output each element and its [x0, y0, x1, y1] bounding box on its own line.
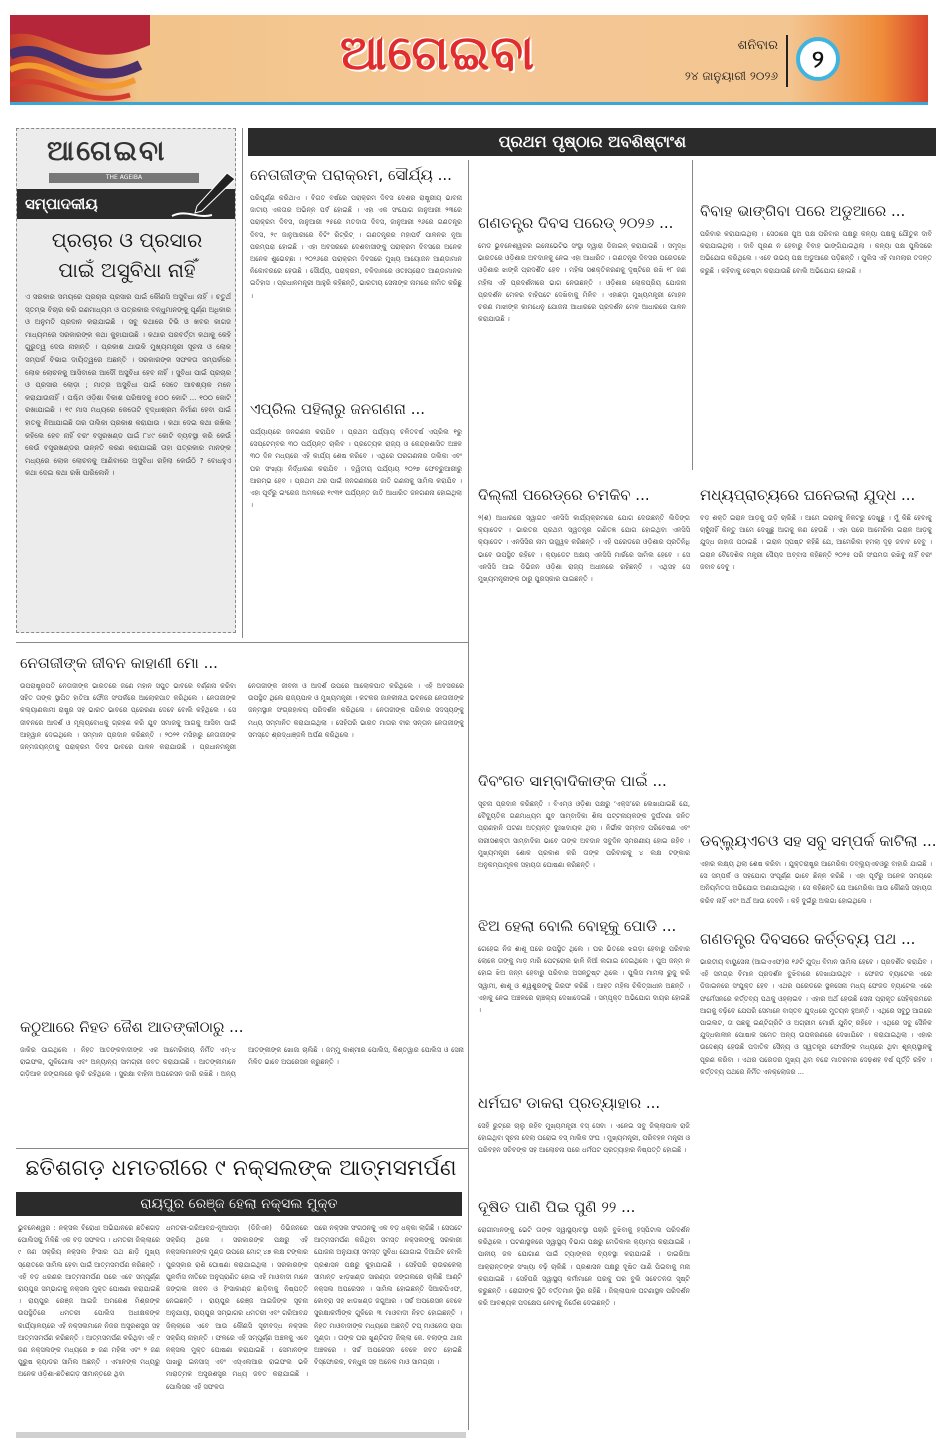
article-headline: ଡବ୍ଲ୍ୟୁଏଚଓ ସହ ସବୁ ସମ୍ପର୍କ କାଟିଲା ...	[700, 832, 937, 850]
editorial-label: ସମ୍ପାଦକୀୟ	[25, 195, 98, 213]
article-body: ପରିବାର କରାଯାଇଥିଲା । ସେଠାରେ ପୁଅ ପକ୍ଷ ପରିବାର ପକ୍ଷରୁ କନ୍ୟା ପକ୍ଷକୁ ଯୌତୁକ ଦାବି କରାଯାଇଥିଲା । ଦାବି ପୂରଣ ନ ହେବାରୁ ବିବାହ ଭାଙ୍ଗିଯାଇଥିଲା । କନ୍ୟା ପକ୍ଷ ପୁଲିସରେ ଅଭିଯୋଗ କରିଥିଲେ । ଏବେ ଉଭୟ ପକ୍ଷ ଅଡୁଆରେ ପଡ଼ିଛନ୍ତି । ପୁଲିସ ଏହି ମାମଲାର ତଦନ୍ତ କରୁଛି । କହିବାକୁ ଚେଷ୍ଟା କରାଯାଉଛି ବୋଲି ଅଭିଯୋଗ ହୋଇଛି ।	[700, 230, 932, 275]
article-body: ଉପରାଷ୍ଟ୍ରପତି ନେତାଜୀଙ୍କ ଭାରତରେ ଜଣେ ମହାନ ସପୁତ ଭାବରେ ବର୍ଣ୍ଣନା କରିବା ସହିତ ତାଙ୍କ ସ୍ଥାପିତ ହାତିଆ ଫୌଜ ସଂପର୍କରେ ଆଲୋକପାତ କରିଥିଲେ । ନେତାଜୀଙ୍କ କଲ୍ୟାଣକାମୀ ରାଷ୍ଟ୍ର ସହ ଭାରତ ଭାବରେ ପ୍ରେରଣା ଦେବେ ବୋଲି କହିଥିଲେ । ସେ ଜୀବନରେ ଆଦର୍ଶ ଓ ମୂଲ୍ୟବୋଧକୁ ଗ୍ରହଣ କରି ଯୁବ ସମାଜକୁ ଆଗକୁ ଆସିବା ପାଇଁ ଆହ୍ୱାନ ଦେଇଥିଲେ । ସମ୍ମାନ ପ୍ରଦାନ କରିଛନ୍ତି । ୨୦୨୧ ମସିହାରୁ ନେତାଜୀଙ୍କ ଜନ୍ମଜୟନ୍ତୀକୁ ପରାକ୍ରମ ଦିବସ ଭାବରେ ପାଳନ କରାଯାଉଛି । ପ୍ରଧାନମନ୍ତ୍ରୀ ନେତାଜୀଙ୍କ ଜୀବନୀ ଓ ଆଦର୍ଶ ଉପରେ ଆଲୋକପାତ କରିଥିଲେ । ଏହି ଅବସରରେ ଉପସ୍ଥିତ ଥିଲେ ରାଜ୍ୟପାଳ ଓ ମୁଖ୍ୟମନ୍ତ୍ରୀ । କଟକର ଜାନକୀନାଥ ଭବନରେ ନେତାଜୀଙ୍କ ଜନ୍ମସ୍ଥାନ ସଂଗ୍ରହାଳୟ ପରିଦର୍ଶନ କରିଥିଲେ । ନେତାଜୀଙ୍କ ପରିବାର ସଦସ୍ୟଙ୍କୁ ମଧ୍ୟ ସମ୍ମାନିତ କରାଯାଇଥିଲା । ସେହିପରି ଭାରତ ମାତାର ବୀର ସନ୍ତାନ ନେତାଜୀଙ୍କୁ ସମସ୍ତେ ଶ୍ରଦ୍ଧାଞ୍ଜଳି ଅର୍ପଣ କରିଥିଲେ ।	[20, 682, 464, 752]
section-band	[248, 128, 936, 156]
footer-bar	[16, 1432, 466, 1438]
article-headline: ଗଣତନ୍ତ୍ର ଦିବସରେ କର୍ତ୍ତବ୍ୟ ପଥ ...	[700, 930, 916, 948]
article-headline: ମଧ୍ୟପ୍ରାଚ୍ୟରେ ଘନେଇଲା ଯୁଦ୍ଧ ...	[700, 486, 916, 504]
article-body: ସୂଚନା ପ୍ରଦାନ କରିଛନ୍ତି । ବିଏମ୍‌ଓ ଓଡ଼ିଶା ପକ୍ଷରୁ ‘ଏକ୍ସ’ରେ ଲେଖାଯାଇଛି ଯେ, ବୈଦ୍ୟୁତିକ ଗଣମାଧ୍ୟମ ଯୁବ ସାମ୍ବାଦିକା ଶିଳା ପଟ୍ଟନାୟକଙ୍କ ଦୁର୍ଘଟଣା ଜନିତ ପ୍ରାଣହାନି ଘଟଣା ଅତ୍ୟନ୍ତ ଦୁଃଖଦାୟକ ଥିଲା । ନିର୍ଭୀକ ସମ୍ବାଦ ପରିବେଷଣ ଏବଂ ନାରୀସଶକ୍ତୀ ସାମ୍ବାଦିକା ଭାବେ ତାଙ୍କ ଅବଦାନ ସବୁଦିନ ସ୍ମରଣୀୟ ହୋଇ ରହିବ । ମୁଖ୍ୟମନ୍ତ୍ରୀ ଶୋକ ପ୍ରକାଶ କରି ତାଙ୍କ ପରିବାରକୁ ୪ ଲକ୍ଷ ଟଙ୍କାର ଅନୁକମ୍ପାମୂଳକ ସହାୟତା ଘୋଷଣା କରିଛନ୍ତି ।	[478, 800, 690, 870]
article-body: ଏହାର ଲକ୍ଷ୍ୟ ଥିଲା ଶେଷ କରିବା । ଯୁକ୍ତରାଷ୍ଟ୍ର ଆମେରିକା ଡବ୍ଲ୍ୟୁଏଚଓରୁ ବାହାରି ଯାଇଛି । ସେ ସମ୍ପର୍କ ଓ ସହଯୋଗ ସଂପୂର୍ଣ୍ଣ ଭାବେ ଛିନ୍ନ କରିଛି । ଏହା ପୂର୍ବରୁ ଅନେକ ସମୟରେ ଅନିୟମିତତା ଅଭିଯୋଗ ଅଣାଯାଇଥିଲା । ସେ କହିଛନ୍ତି ଯେ ଆମେରିକା ଆଉ କୌଣସି ସହାୟତା କରିବ ନାହିଁ ଏବଂ ଅର୍ଥ ଆଉ ଦେବନି । କହି ଦୁଇଁରୁ ଅଲଗା ହୋଇଥିଲେ ।	[700, 860, 932, 905]
article-body: ଭାରତୀୟ ବାୟୁସେନା (ଆଇଏଏଫ)ର ୧୬ଟି ଯୁଦ୍ଧ ବିମାନ ସାମିଲ ହେବେ । ପ୍ରଦର୍ଶିତ କରାଯିବ । ଏହି ସମଗ୍ର ବିମାନ ପ୍ରଦର୍ଶନ ବୁଝିବାରେ ଦେଖାଯାଉଥିବ । ଫେଜଡ ବ୍ୟାଟେଲ ଏରେ ଡିଜାଇନରେ ସଂଯୁକ୍ତ ହେବ । ଏଥର ପରେଡରେ ସ୍ଥଳସେନା ମଧ୍ୟ ଫେଜଡ ବ୍ୟାଟେଲ ଏରେ ଫର୍ମେସନରେ କର୍ତ୍ତବ୍ୟ ପଥକୁ ଓହ୍ଲାଇବ । ଏହାର ଅର୍ଥ ହେଉଛି ସେନା ପ୍ରାକୃତ ସେହିକ୍ରମରେ ଆଗକୁ ବଢ଼ିବେ ଯେପରି ସେମାନେ ବାସ୍ତବ ଯୁଦ୍ଧରେ ମୁତୟନ ହୁଅନ୍ତି । ଏଥିରେ ସବୁଠୁ ଆଗରେ ପାଇଲଟ, ତା ପଛକୁ ଇଣ୍ଟିଗ୍ରିଟି ଓ ଅଗ୍ରୀମ ମୋର୍ଚ୍ଚା ଯୁନିଟ୍ ରହିବେ । ଏଥିରେ ସବୁ ସୈନିକ ଯୁଦ୍ଧକାଳୀନ ପୋଷାକ ସମେତ ଅନ୍ୟ ଉପକରଣରେ ଦେଖାଯିବେ । କରାଯାଇଥିଲା । ଏହାର ଉଦ୍ଦେଶ୍ୟ ହେଉଛି ପଦାତିକ ସୈନ୍ୟ ଓ ସ୍ୱତନ୍ତ୍ର ଫୋର୍ସଙ୍କ ମଧ୍ୟରେ ଥିବା ଶୂନ୍ୟସ୍ଥାନକୁ ପୂରଣ କରିବା । ଏଥର ପରେଡର ମୁଖ୍ୟ ଥିମ ବନ୍ଦେ ମାତରମର ଦେଢ଼ଶହ ବର୍ଷ ପୂର୍ତ୍ତି ରହିବ । କର୍ତ୍ତବ୍ୟ ପଥରେ ନିର୍ମିତ ଏନକ୍ଲୋଜର ...	[700, 958, 932, 1076]
issue-date: ୨୪ ଜାନୁୟାରୀ ୨୦୨୬	[684, 69, 778, 83]
lead-column-3: ପରେ ନକ୍ସଲ ସଂଗଠନକୁ ଏକ ବଡ଼ ଧକ୍କା ଲାଗିଛି । ସେପଟେ ଆତ୍ମସମର୍ପଣ କରିଥିବା ସମସ୍ତ ନକ୍ସଲଙ୍କୁ ସରକାରୀ ଯୋଜନା ଅନୁଯାୟୀ ସମସ୍ତ ସୁବିଧା ଯୋଗାଇ ଦିଆଯିବ ବୋଲି ପ୍ରଶାସନ ପକ୍ଷରୁ କୁହାଯାଇଛି । ସେହିପରି ରାଉରକେଲା ସୀମାନ୍ତ ଝାଡ଼ଖଣ୍ଡ ସାରଣ୍ଡା ଜଙ୍ଗଲରେ ଚାଲିଛି ଆଣ୍ଟି ନକ୍ସଲ ଅପରେସନ । ସାମିଲ ହୋଇଛନ୍ତି ସିଆରପିଏଫ, କୋବ୍ରା ସହ ଝାଡଖଣ୍ଡ ଜଗୁଆର । ସର୍ଚ୍ଚ ଅପରେସନ ବେଳେ ସୁରକ୍ଷାକର୍ମୀଙ୍କ ଗୁଳିରେ ୩ ମାଓବାଦୀ ନିହତ ହୋଇଛନ୍ତି । ନିହତ ମାଓବାଦୀଙ୍କ ମଧ୍ୟରେ ଅଛନ୍ତି ଟପ୍ ମାଓନେତା ରାପା ମୁଣ୍ଡା । ତାଙ୍କ ଘର ଖୁଣ୍ଟିଗଡ଼ ଜିଲ୍ଲା କେ. ବଲାଙ୍ଗ ଥାନା ଅଞ୍ଚଳରେ । ସର୍ଚ୍ଚ ଅପରେସନ ବେଳେ ଜବତ ହୋଇଛି ବିସ୍ଫୋରକ, ବନ୍ଧୁକ ସହ ଅନେକ ମାଓ ସାମଗ୍ରୀ ।	[314, 1224, 462, 1367]
masthead-banner	[10, 15, 928, 105]
decorative-wave-icon	[10, 15, 150, 105]
row-divider	[16, 642, 468, 643]
article-body: ପରିପୂର୍ଣ୍ଣ କରିଥାଏ । ବିଗତ ବର୍ଷରେ ପରାକ୍ରମ ଦିବସ ଦେଶର ରାଷ୍ଟ୍ରୀୟ ଭାବନା ଜାତୀୟ ଏକତାର ଅଭିନ୍ନ ପର୍ବ ହୋଇଛି । ଏହା ଏକ ସଂଯୋଗ ଜାନୁଆରୀ ୨୩ରେ ପରାକ୍ରମ ଦିବସ, ଜାନୁଆରୀ ୨୫ରେ ମତଦାତା ଦିବସ, ଜାନୁଆରୀ ୨୬ରେ ଗଣତନ୍ତ୍ର ଦିବସ, ୨୯ ଜାନୁଆରୀରେ ବିଟିଂ ରିଟ୍ରିଟ୍ । ଗଣତନ୍ତ୍ରର ମହାପର୍ବ ପାଳନର ନୂଆ ପରମ୍ପରା ହୋଇଛି । ଏହା ଅବସରରେ ଦେଶବାସୀଙ୍କୁ ପରାକ୍ରମ ଦିବସରେ ଅନେକ ଅନେକ ଶୁଭେଚ୍ଛା । ୨୦୨୬ରେ ପରାକ୍ରମ ଦିବସରେ ମୁଖ୍ୟ ଆୟୋଜନ ଆଣ୍ଡାମାନ ନିକୋବରରେ ହେଉଛି । ସୌର୍ଯ୍ୟ, ପରାକ୍ରମ, ବଳିଦାନରେ ଓତଃପ୍ରୋତ ଆଣ୍ଡାମାନର ଇତିହାସ । ପ୍ରଧାନମନ୍ତ୍ରୀ ଆହୁରି କହିଛନ୍ତି, ଭାରତୀୟ ସେନାଙ୍କ ନାମରେ ନାମିତ କରିଛୁ ।	[250, 194, 462, 300]
newspaper-title: ଆଗେଇବା	[340, 25, 535, 81]
editorial-box	[16, 128, 236, 633]
lead-column-2: ଧମତରୀ-ଗରିଆବନ୍ଦ-ନୂଆପଡ଼ା (ଡିଜିଏନ) ଡିଭିଜନରେ ସକ୍ରିୟ ଥିଲେ । ସରକାରଙ୍କ ପକ୍ଷରୁ ଏହି ନକ୍ସଲମାନଙ୍କ ମୁଣ୍ଡ ଉପରେ ମୋଟ୍ ୪୭ ଲକ୍ଷ ଟଙ୍କାର ପୁରସ୍କାର ରାଶି ଘୋଷଣା କରାଯାଇଥିଲା । ସରକାରଙ୍କ ପୁନର୍ବାସ ନୀତିରେ ଅନୁପ୍ରାଣିତ ହୋଇ ଏହି ମାଓବାଦୀ ମାନେ ଜଙ୍ଗଲ ଜୀବନ ଓ ହିଂସାକାଣ୍ଡ ଛାଡ଼ିବାକୁ ନିଷ୍ପତ୍ତି ନେଇଛନ୍ତି । ରାୟପୁର ରେଞ୍ଜ ଆଇଜିଙ୍କ ସୂଚନା ଅନୁଯାୟୀ, ରାୟପୁର ସମ୍ଭାଗର ଧମତରୀ ଏବଂ ଗରିଆବନ୍ଦ ଜିଲ୍ଲାରେ ଏବେ ଆଉ କୌଣସି ସୂଚୀବଦ୍ଧ ନକ୍ସଲ ସକ୍ରିୟ ନାହାନ୍ତି । ଫଳରେ ଏହି ସମ୍ପୂର୍ଣ୍ଣ ଅଞ୍ଚଳକୁ ଏବେ ନକ୍ସଲ ମୁକ୍ତ ଘୋଷଣା କରାଯାଇଛି । ସେମାନଙ୍କ ପାଖରୁ ଇନସାସ୍ ଏବଂ ଏସ୍‌ଏଲଆର ରାଇଫଲ ଭଳି ମାରାତ୍ମକ ଅସ୍ତ୍ରଶସ୍ତ୍ର ମଧ୍ୟ ଜବତ କରାଯାଇଛି । ପୋଲିସର ଏହି ସଫଳତା	[166, 1224, 308, 1391]
editorial-logo-subtitle: THE AGEIBA	[49, 173, 199, 183]
section-title: ପ୍ରଥମ ପୃଷ୍ଠାର ଅବଶିଷ୍ଟାଂଶ	[498, 132, 686, 151]
article-headline: ଝିଅ ହେଲା ବୋଲି ବୋହୂକୁ ପୋଡି ...	[478, 917, 677, 935]
page-number-badge: ୨	[796, 37, 840, 81]
editorial-logo: ଆଗେଇବା	[47, 134, 167, 167]
article-body: ରୋଗୀମାନଙ୍କୁ ଭେଟି ତାଙ୍କ ସ୍ୱାସ୍ଥ୍ୟାବସ୍ଥା ପଚାରି ବୁଝିବାକୁ ହସ୍ପିଟାଲ ପରିଦର୍ଶନ କରିଥିଲେ । ଘଟଣାସ୍ଥଳରେ ସ୍ୱାସ୍ଥ୍ୟ ବିଭାଗ ପକ୍ଷରୁ ମେଡିକାଲ କ୍ୟାମ୍ପ କରାଯାଇଛି । ପାନୀୟ ଜଳ ଯୋଗାଣ ପାଇଁ ଟ୍ୟାଙ୍କର ବ୍ୟବସ୍ଥା କରାଯାଇଛି । ଡାଇରିଆ ଆକ୍ରାନ୍ତଙ୍କ ସଂଖ୍ୟା ବଢ଼ି ଚାଲିଛି । ପ୍ରଶାସନ ପକ୍ଷରୁ ଦୂଷିତ ପାଣି ପିଇବାକୁ ମନା କରାଯାଇଛି । ସେହିପରି ସ୍ୱାସ୍ଥ୍ୟ କର୍ମୀମାନେ ଘରକୁ ଘର ବୁଲି ସଚେତନତା ସୃଷ୍ଟି କରୁଛନ୍ତି । ରୋଗୀଙ୍କ ସ୍ଥିତି ବର୍ତ୍ତମାନ ସ୍ଥିର ରହିଛି । ଜିଲ୍ଲାପାଳ ଘଟଣାସ୍ଥଳ ପରିଦର୍ଶନ କରି ଆବଶ୍ୟକ ପଦକ୍ଷେପ ନେବାକୁ ନିର୍ଦ୍ଦେଶ ଦେଇଛନ୍ତି ।	[478, 1226, 690, 1308]
editorial-body: ଏ ସରକାର ସମୟରେ ପ୍ରଚାର ପ୍ରସାର ପାଇଁ କୌଣସି ଅସୁବିଧା ନାହିଁ । ଚତୁର୍ଥ ସ୍ତମ୍ଭ ବିଚାର କରି ଗଣମାଧ୍ୟମ ଓ ପତ୍ରକାର ବନ୍ଧୁମାନଙ୍କୁ ପୂର୍ଣ୍ଣ ଅଧିକାର ଓ ଅନୁମତି ପ୍ରଦାନ କରାଯାଇଛି । ସବୁ କଥାରେ ଟିଭି ଓ ଖବର କାଗଜ ମାଧ୍ୟମରେ ସରକାରଙ୍କ କଥା କୁହାଯାଉଛି । କଥାର ପରବର୍ତ୍ତୀ କଥାକୁ କେହି ଗୁରୁତ୍ୱ ଦେଉ ନାହାନ୍ତି । ପ୍ରକାଶ ଥାଉକି ମୁଖ୍ୟମନ୍ତ୍ରୀ ସୂଚନା ଓ ଲୋକ ସମ୍ପର୍କ ବିଭାଗ ଦାୟିତ୍ୱରେ ଅଛନ୍ତି । ସରକାରଙ୍କ ସଫଳତା ସମ୍ପର୍କରେ ଲୋକ ଲୋଚନକୁ ଆସିବାରେ ଆଦୌ ଅସୁବିଧା ହେବ ନାହିଁ । ସୁବିଧା ପାଇଁ ପ୍ରଚାର ଓ ପ୍ରସାର ଲୋଡ଼ା ; ମାତ୍ର ଅସୁବିଧା ପାଇଁ ସେତେ ଆବଶ୍ୟକ ମନେ କରାଯାଉନାହିଁ । ପଶ୍ଚିମ ଓଡ଼ିଶା ବିକାଶ ପରିଷଦକୁ ୫୦୦ କୋଟି ... ୧୦୦ କୋଟି ରଖାଯାଇଛି । ୧୯ ମାସ ମଧ୍ୟରେ କେତୋଟି ବୃଦ୍ଧାଶ୍ରମ ନିର୍ମାଣ ହେବା ପାଇଁ ହାତକୁ ନିଆଯାଇଛି ତାର ତାଲିକା ପ୍ରକାଶ କରାଯାଉ । କଥା ଦେଇ କଥା ରଖିଲ କହିଲେ ହେବ ନାହିଁ ବରଂ ବସ୍ତ୍ରଖଣ୍ଡ ପାଇଁ ୮୪୯ କୋଟି ବ୍ୟବସ୍ଥା କରି କେଉଁ କେଉଁ ବସ୍ତ୍ରଖଣ୍ଡର ଉନ୍ନତି କରଣ କରାଯାଇଛି ତାହା ପତ୍ରକାର ମାନଙ୍କ ମଧ୍ୟରେ ଲୋକ ଲୋଚନକୁ ଆଣିବାରେ ଅସୁବିଧା ରହିଲା କେଉଁଠି ? ବୋଧହୁଏ କଥା ଦେଇ କଥା ରଖି ପାରିଲେନି ।	[25, 293, 231, 478]
weekday: ଶନିବାର	[737, 38, 778, 53]
article-headline: ଗଣତନ୍ତ୍ର ଦିବସ ପରେଡ୍ ୨୦୨୬ ...	[478, 214, 674, 232]
article-body: ବଡ଼ ଶକ୍ତି ଇରାନ ଆଡ଼କୁ ଉଡ଼ି ଚାଲିଛି । ଆମେ ଇରାନକୁ ନିକଟରୁ ଦେଖୁଛୁ । ମୁଁ କିଛି ହେବାକୁ ଚାହୁଁନାହିଁ କିନ୍ତୁ ଆମେ ଦେଖୁଛୁ ଆଗକୁ କଣ ହେଉଛି । ଏହା ପରେ ଆମେରିକା ଇରାନ ଆଡ଼କୁ ଯୁଦ୍ଧ ଜାହାଜ ପଠାଇଛି । ଇରାନ ସ୍ପଷ୍ଟ କହିଛି ଯେ, ଆମେରିକା ହମଲା ଦୃଢ଼ ଜବାବ ଦେବୁ । ଇରାନ ବୈଦେଶିକ ମନ୍ତ୍ରୀ ସୈୟଦ ଅବ୍ବାସ କହିଛନ୍ତି ୨୦୨୫ ପରି ସଂଯମତା ରଖିବୁ ନାହିଁ ବରଂ ଜବାବ ଦେବୁ ।	[700, 514, 932, 571]
article-body: ୨(ଶ) ଆଧାରରେ ସ୍ୱାଗତ ଏନସିସି କାର୍ଯ୍ୟକ୍ରମରେ ଯୋଗ ଦେଉଛନ୍ତି ଲିଡିଙ୍ଗ କ୍ୟାଡେଟ । ଭାରତର ପ୍ରଥମ ସ୍ୱତନ୍ତ୍ର ଗଣିତଜ୍ଞ ଯୋଗ ହୋଇଥିବା ଏନସିସି କ୍ୟାଡେଟ । ଏନସିସିର ନାମ ଉଜ୍ଜ୍ୱଳ କରିଛନ୍ତି । ଏହି ପରେଡରେ ଓଡ଼ିଶାର ପ୍ରତିନିଧି ଭାବେ ଉପସ୍ଥିତ ରହିବେ । କ୍ୟାଡେଟ ଅକ୍ଷୟ ଏନସିସି ମାର୍ଚ୍ଚରେ ସାମିଲ ହେବେ । ସେ ଏନସିସି ଆଇ ଡିଭିଜନ ଓଡ଼ିଶା ରାଜ୍ୟ ଅଧୀନରେ ରହିଛନ୍ତି । ଏଥିସହ ସେ ମୁଖ୍ୟମନ୍ତ୍ରୀଙ୍କ ଠାରୁ ପୁରସ୍କାର ପାଇଛନ୍ତି ।	[478, 514, 690, 584]
article-headline: ଦିବଂଗତ ସାମ୍ବାଦିକାଙ୍କ ପାଇଁ ...	[478, 772, 667, 790]
article-body: ଗେହେଇ ନିଜ ଶାଶୂ ଘରେ ଉପସ୍ଥିତ ଥିଲେ । ଘର ଭିତରେ ଝଗଡ଼ା ହେବାରୁ ପରିବାର ଲୋକେ ତାଙ୍କୁ ମାଡ଼ ମାରି ପେଟ୍ରୋଲ ଢାଳି ନିଆଁ ଲଗାଇ ଦେଇଥିଲେ । ପୁଅ ଜନ୍ମ ନ ହୋଇ ଝିଅ ଜନ୍ମ ହେବାରୁ ପରିବାର ଅସନ୍ତୁଷ୍ଟ ଥିଲେ । ପୁଲିସ ମାମଲା ରୁଜୁ କରି ସ୍ୱାମୀ, ଶାଶୂ ଓ ଶ୍ୱଶୁରଙ୍କୁ ଗିରଫ କରିଛି । ଆହତ ମହିଳା ଚିକିତ୍ସାଧୀନ ଅଛନ୍ତି । ଏହାକୁ ନେଇ ଅଞ୍ଚଳରେ ଚାଞ୍ଚଲ୍ୟ ଦେଖାଦେଇଛି । ସମ୍ପୃକ୍ତ ଅଭିଯୋଗ ଦାୟର ହୋଇଛି ।	[478, 945, 690, 1015]
editorial-headline	[17, 225, 236, 285]
fountain-pen-icon	[167, 171, 236, 221]
article-headline: ଦିଲ୍ଲୀ ପରେଡ୍‌ରେ ଚମକିବ ...	[478, 486, 650, 504]
masthead-divider	[786, 35, 788, 87]
lead-column-1: ଭୁବନେଶ୍ୱର : ନକ୍ସଲ ବିରୋଧୀ ଅଭିଯାନରେ ଛତିଶଗଡ଼ ପୋଲିସକୁ ମିଳିଛି ଏକ ବଡ଼ ସଫଳତା । ଧମତରୀ ଜିଲ୍ଲାରେ ୯ ଜଣ ସକ୍ରିୟ ନକ୍ସଲ ହିଂସାର ପଥ ଛାଡ଼ି ମୁଖ୍ୟ ସ୍ରୋତରେ ସାମିଲ ହେବା ପାଇଁ ଆତ୍ମସମର୍ପଣ କରିଛନ୍ତି । ଏହି ବଡ଼ ଧରଣର ଆତ୍ମସମର୍ପଣ ପରେ ଏବେ ସମ୍ପୂର୍ଣ୍ଣ ରାୟପୁର ସମ୍ଭାଗକୁ ନକ୍ସଲ ମୁକ୍ତ ଘୋଷଣା କରାଯାଇଛି । ରାୟପୁର ରେଞ୍ଜ ଆଇଜି ଅମରେଶ ମିଶ୍ରଙ୍କ ଉପସ୍ଥିତିରେ ଧମତରୀ ପୋଲିସ ଅଧୀକ୍ଷକଙ୍କ କାର୍ଯ୍ୟାଳୟରେ ଏହି ନକ୍ସଲମାନେ ନିଜର ଅସ୍ତ୍ରଶସ୍ତ୍ର ସହ ଆତ୍ମସମର୍ପଣ କରିଛନ୍ତି । ଆତ୍ମସମର୍ପଣ କରିଥିବା ଏହି ୯ ଜଣ ନକ୍ସଲଙ୍କ ମଧ୍ୟରେ ୭ ଜଣ ମହିଳା ଏବଂ ୨ ଜଣ ପୁରୁଷ କ୍ୟାଡର ସାମିଲ ଅଛନ୍ତି । ଏମାନଙ୍କ ମଧ୍ୟରୁ ଅନେକ ଓଡ଼ିଶା-ଛତିଶଗଡ଼ ସୀମାନ୍ତରେ ଥିବା	[18, 1224, 160, 1379]
article-headline: ନେତାଜୀଙ୍କ ପରାକ୍ରମ, ସୌର୍ଯ୍ୟ ...	[250, 166, 452, 184]
row-divider	[16, 1148, 468, 1149]
lead-subheadline: ରାୟପୁର ରେଞ୍ଜ ହେଲା ନକ୍ସଲ ମୁକ୍ତ	[140, 1196, 338, 1212]
article-body: ଜାକିର ପାଇଥିଲେ । ନିହତ ଆତଙ୍କବାଦୀଙ୍କ ଏକ ଆମେରିକୀୟ ନିର୍ମିତ ଏମ୍-୪ ରାଇଫଲ, ଗୁଳିଗୋଳା ଏବଂ ଅନ୍ୟାନ୍ୟ ସାମଗ୍ରୀ ଜବତ କରାଯାଇଛି । ଆତଙ୍କୀମାନେ ଗଡ଼ିଆଳ ଜଙ୍ଗଲରେ ଲୁଚି ରହିଥିଲେ । ସୁରକ୍ଷା ବାହିନୀ ଅପରେସନ ଜାରି ରଖିଛି । ଅନ୍ୟ ଆତଙ୍କୀଙ୍କ ଖୋଜା ଚାଲିଛି । ଜମ୍ମୁ କାଶ୍ମୀର ପୋଲିସ, କିଶ୍ତୱାର ପୋଲିସ ଓ ସେନା ମିଳିତ ଭାବେ ଅପରେସନ କରୁଛନ୍ତି ।	[20, 1046, 464, 1079]
column-divider	[468, 160, 469, 1430]
editorial-headline-line2: ପାଇଁ ଅସୁବିଧା ନାହିଁ	[58, 258, 196, 282]
column-divider	[242, 128, 243, 638]
article-headline: ଦୂଷିତ ପାଣି ପିଇ ପୁଣି ୨୨ ...	[478, 1198, 636, 1216]
article-headline: କଠୁଆରେ ନିହତ ଜୈଶ ଆତଙ୍କୀଠାରୁ ...	[20, 1018, 244, 1036]
lead-headline: ଛତିଶଗଡ଼ ଧମତରୀରେ ୯ ନକ୍ସଲଙ୍କ ଆତ୍ମସମର୍ପଣ	[25, 1156, 457, 1181]
lead-subheadline-band	[16, 1192, 462, 1216]
article-headline: ଧର୍ମଘଟ ଡାକରା ପ୍ରତ୍ୟାହାର ...	[478, 1094, 661, 1112]
editorial-headline-line1: ପ୍ରଚାର ଓ ପ୍ରସାର	[51, 228, 203, 252]
column-divider	[692, 160, 693, 470]
article-headline: ବିବାହ ଭାଙ୍ଗିବା ପରେ ଅଡୁଆରେ ...	[700, 202, 906, 220]
article-body: ସେହି ରୁଟ୍‌ରେ ଚାଲୁ ରହିବ ମୁଖ୍ୟମନ୍ତ୍ରୀ ବସ୍ ସେବା । ଏନେଇ ସବୁ ଜିଲ୍ଲାପାଳ ରାଜି ହୋଇଥିବା ସୂଚନା ଦେଲା ଘରୋଇ ବସ୍ ମାଲିକ ସଂଘ । ମୁଖ୍ୟମନ୍ତ୍ରୀ, ପରିବହନ ମନ୍ତ୍ରୀ ଓ ପରିବହନ ସଚିବଙ୍କ ସହ ଆଲୋଚନା ପରେ ଧର୍ମଘଟ ପ୍ରତ୍ୟାହାର ନିଷ୍ପତ୍ତି ହୋଇଛି ।	[478, 1122, 690, 1155]
article-body: ମେଡ ଭୁବନେଶ୍ୱରର ଇନୋଭେଟିଭ ସଂସ୍ଥା ଦ୍ୱାରା ଡିଜାଇନ୍ କରାଯାଇଛି । ସମୃଦ୍ଧ ଭାରତରେ ଓଡ଼ିଶାର ଅବଦାନକୁ ନେଇ ଏହା ଆଧାରିତ । ଗଣତନ୍ତ୍ର ଦିବସର ପରେଡରେ ଓଡ଼ିଶାର ଝାଙ୍କି ପ୍ରଦର୍ଶିତ ହେବ । ମହିଳା ସଶକ୍ତିକରଣକୁ ଦୃଷ୍ଟିରେ ରଖି ୧୮ ଜଣ ମହିଳା ଏହି ପ୍ରଦର୍ଶନୀରେ ଭାଗ ନେଉଛନ୍ତି । ଓଡ଼ିଶାର ଲୋକପ୍ରିୟ ଯୋଜନା ପ୍ରଦର୍ଶନ ମେଳର ବାହିପଟେ ଦେଖିବାକୁ ମିଳିବ । ଏହାଛଡ଼ା ମୁଖ୍ୟମନ୍ତ୍ରୀ ମୋହନ ଚରଣ ମାଝୀଙ୍କ କାମଧେନୁ ଯୋଜନା ଆଧାରରେ ପ୍ରଦର୍ଶନ ମେଳ ଆଧାରରେ ପାଳନ କରାଯାଉଛି ।	[478, 242, 686, 324]
article-headline: ଏପ୍ରିଲ ପହିଲାରୁ ଜନଗଣନା ...	[250, 400, 426, 418]
article-headline: ନେତାଜୀଙ୍କ ଜୀବନ କାହାଣୀ ମୋ ...	[20, 654, 218, 672]
article-body: ପର୍ଯ୍ୟାୟରେ ଜନଗଣନା କରାଯିବ । ପ୍ରଥମ ପର୍ଯ୍ୟାୟ ଚଳିତବର୍ଷ ଏପ୍ରିଲ ୧ରୁ ସେପ୍ଟେମ୍ବର ୩୦ ପର୍ଯ୍ୟନ୍ତ ଚାଲିବ । ପ୍ରତ୍ୟେକ ରାଜ୍ୟ ଓ କେନ୍ଦ୍ରଶାସିତ ଅଞ୍ଚଳ ୩୦ ଦିନ ମଧ୍ୟରେ ଏହି କାର୍ଯ୍ୟ ଶେଷ କରିବେ । ଏଥିରେ ଘରଗଣନାର ତାଲିକା ଏବଂ ଘର ସଂଖ୍ୟା ନିର୍ଦ୍ଧାରଣ କରାଯିବ । ଦ୍ୱିତୀୟ ପର୍ଯ୍ୟାୟ ୨୦୨୭ ଫେବ୍ରୁଆରୀରୁ ଆରମ୍ଭ ହେବ । ପ୍ରଥମ ଥର ପାଇଁ ଜନଗଣନାରେ ଜାତି ଗଣନାକୁ ସାମିଲ କରାଯିବ । ଏହା ପୂର୍ବରୁ ଇଂରେଜ ଅମଳରେ ୧୯୩୧ ପର୍ଯ୍ୟନ୍ତ ଜାତି ଆଧାରିତ ଜନଗଣନା ହୋଇଥିଲା ।	[250, 428, 462, 510]
